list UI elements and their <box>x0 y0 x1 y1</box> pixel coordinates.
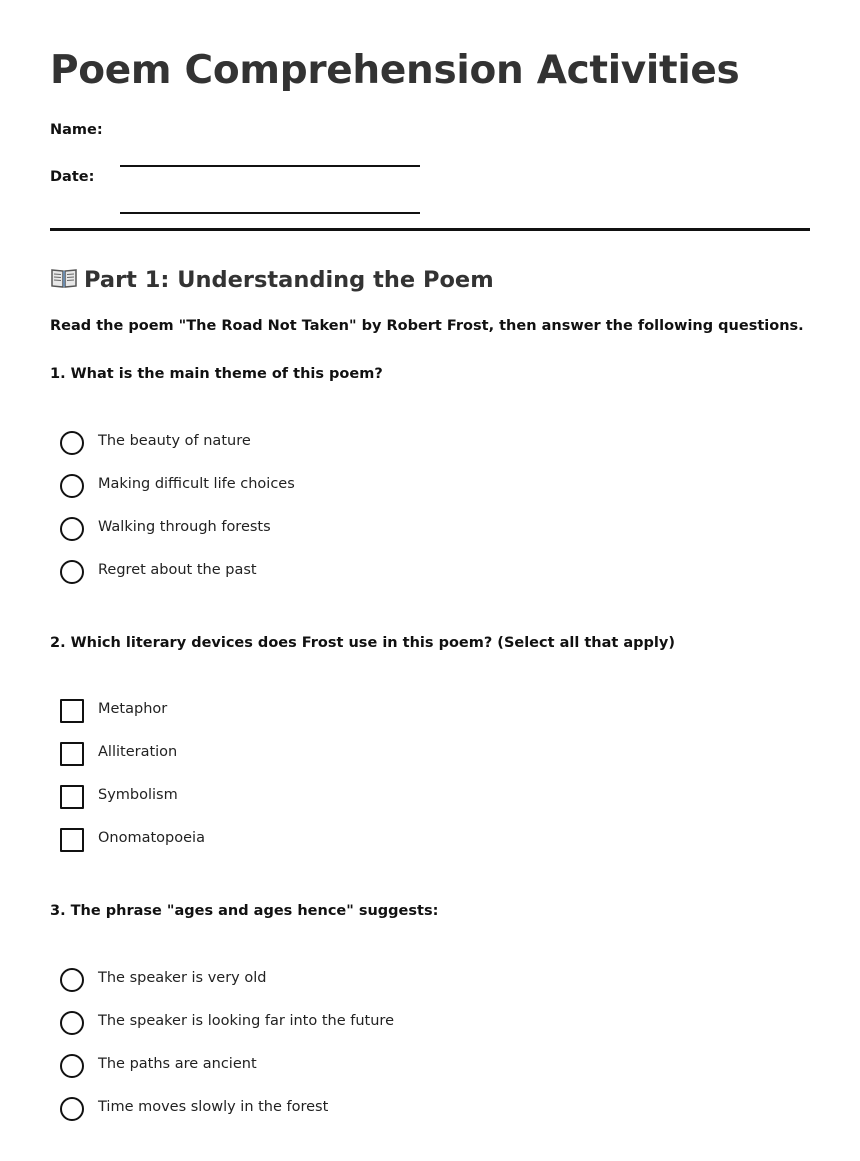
date-field-row <box>50 169 470 199</box>
checkbox[interactable] <box>60 742 84 766</box>
q1-option-1[interactable] <box>60 431 560 455</box>
q1-option-4[interactable] <box>60 560 560 584</box>
q1-option-3[interactable] <box>60 517 560 541</box>
radio-button[interactable] <box>60 968 84 992</box>
radio-button[interactable] <box>60 474 84 498</box>
option-label: Metaphor <box>98 701 168 717</box>
part1-heading-text: Part 1: Understanding the Poem <box>84 267 494 293</box>
radio-button[interactable] <box>60 1097 84 1121</box>
q2-option-2[interactable] <box>60 742 560 766</box>
q3-option-2[interactable] <box>60 1011 560 1035</box>
option-label: Walking through forests <box>98 519 271 535</box>
radio-button[interactable] <box>60 517 84 541</box>
option-label: The beauty of nature <box>98 433 251 449</box>
radio-button[interactable] <box>60 431 84 455</box>
checkbox[interactable] <box>60 785 84 809</box>
radio-button[interactable] <box>60 1011 84 1035</box>
radio-button[interactable] <box>60 1054 84 1078</box>
part1-heading <box>50 266 494 293</box>
part1-intro: Read the poem "The Road Not Taken" by Robert Frost, then answer the following questions. <box>50 318 804 334</box>
option-label: Symbolism <box>98 787 178 803</box>
name-label: Name: <box>50 122 103 138</box>
option-label: Alliteration <box>98 744 178 760</box>
option-label: Onomatopoeia <box>98 830 205 846</box>
page-title: Poem Comprehension Activities <box>50 48 740 93</box>
option-label: The paths are ancient <box>98 1056 257 1072</box>
question-3: 3. The phrase "ages and ages hence" suggests: <box>50 903 439 919</box>
date-label: Date: <box>50 169 95 185</box>
name-input[interactable] <box>120 139 420 167</box>
radio-button[interactable] <box>60 560 84 584</box>
name-field-row <box>50 122 470 152</box>
q3-option-3[interactable] <box>60 1054 560 1078</box>
question-1: 1. What is the main theme of this poem? <box>50 366 383 382</box>
option-label: Regret about the past <box>98 562 257 578</box>
date-input[interactable] <box>120 186 420 214</box>
option-label: Time moves slowly in the forest <box>98 1099 329 1115</box>
q2-option-1[interactable] <box>60 699 560 723</box>
q1-option-2[interactable] <box>60 474 560 498</box>
q3-option-1[interactable] <box>60 968 560 992</box>
checkbox[interactable] <box>60 828 84 852</box>
checkbox[interactable] <box>60 699 84 723</box>
option-label: Making difficult life choices <box>98 476 295 492</box>
header-divider <box>50 228 810 231</box>
q3-option-4[interactable] <box>60 1097 560 1121</box>
option-label: The speaker is looking far into the future <box>98 1013 394 1029</box>
option-label: The speaker is very old <box>98 970 267 986</box>
question-2: 2. Which literary devices does Frost use in this poem? (Select all that apply) <box>50 635 675 651</box>
book-icon <box>50 266 78 290</box>
q2-option-4[interactable] <box>60 828 560 852</box>
q2-option-3[interactable] <box>60 785 560 809</box>
